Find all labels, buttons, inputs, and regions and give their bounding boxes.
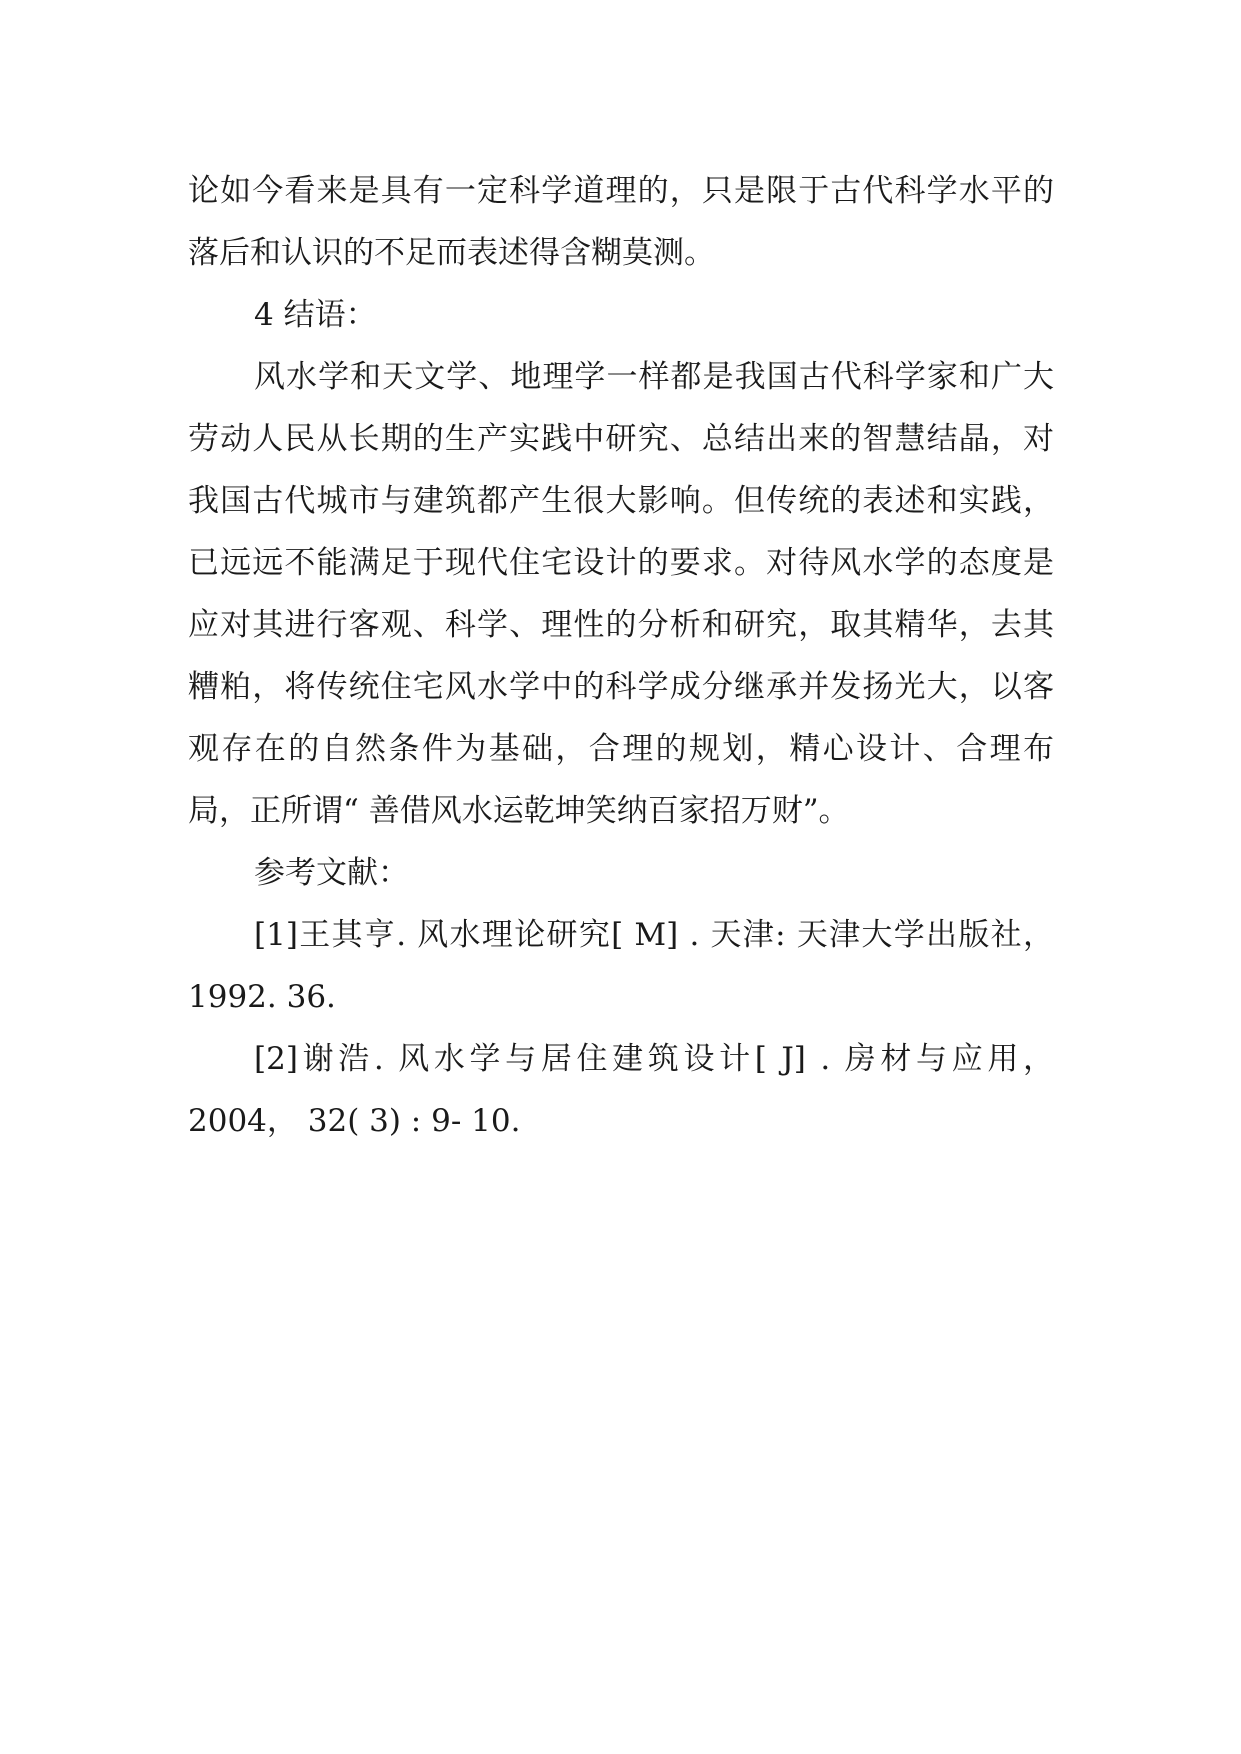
- section-heading-conclusion: 4 结语：: [254, 297, 377, 333]
- document-body: [188, 160, 1054, 1152]
- references-heading: 参考文献：: [254, 855, 409, 891]
- continued-paragraph: 论如今看来是具有一定科学道理的，只是限于古代科学水平的落后和认识的不足而表述得含糊莫测。: [188, 173, 1054, 271]
- reference-item: [1]王其亨. 风水理论研究[ M] . 天津: 天津大学出版社，1992. 36.: [188, 917, 1054, 1015]
- conclusion-paragraph: 风水学和天文学、地理学一样都是我国古代科学家和广大劳动人民从长期的生产实践中研究、总结出来的智慧结晶，对我国古代城市与建筑都产生很大影响。但传统的表述和实践，已远远不能满足于现代住宅设计的要求。对待风水学的态度是应对其进行客观、科学、理性的分析和研究，取其精华，去其糟粕，将传统住宅风水学中的科学成分继承并发扬光大，以客观存在的自然条件为基础，合理的规划，精心设计、合理布局，正所谓“ 善借风水运乾坤笑纳百家招万财”。: [188, 359, 1054, 829]
- reference-item: [2]谢浩. 风水学与居住建筑设计[ J] . 房材与应用，2004， 32( 3) : 9- 10.: [188, 1041, 1054, 1139]
